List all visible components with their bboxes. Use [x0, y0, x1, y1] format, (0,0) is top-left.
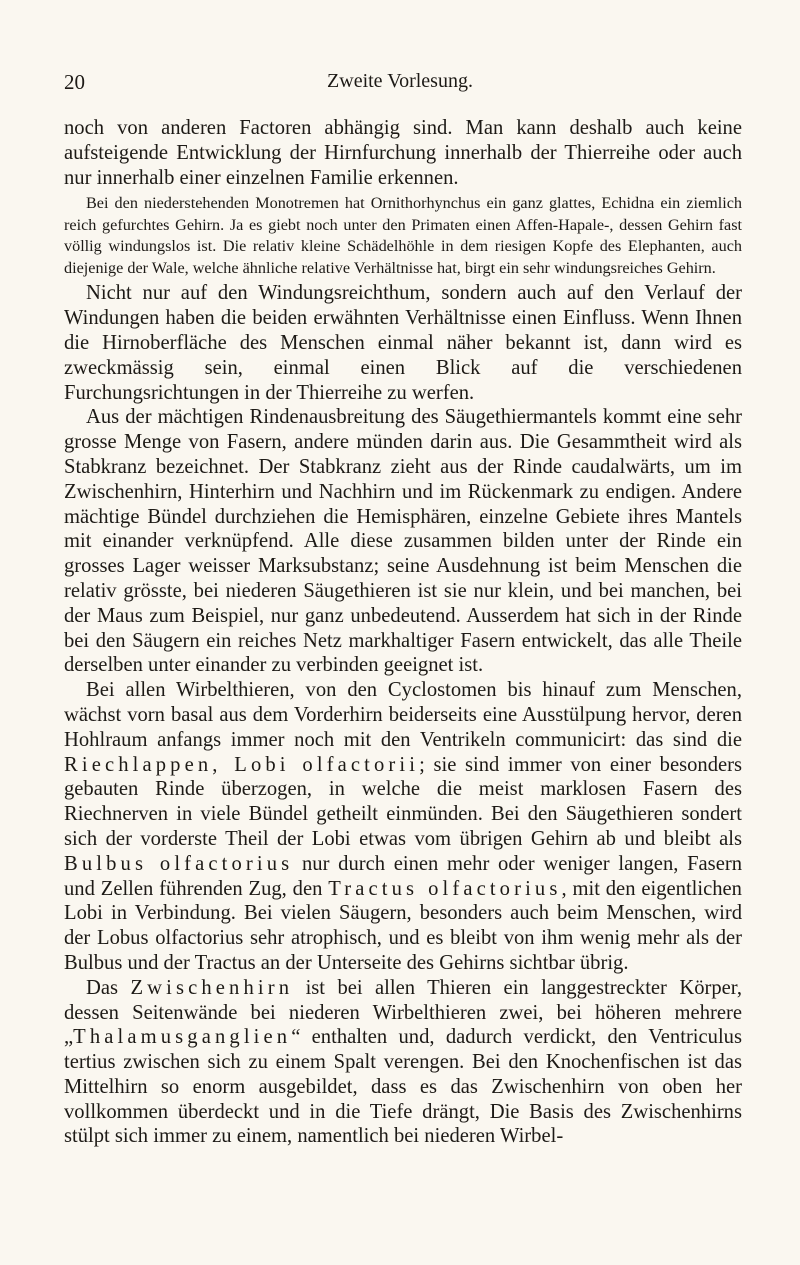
- emphasis-thalamusganglien: Thalamusganglien: [73, 1026, 292, 1049]
- page-header: [64, 70, 736, 98]
- paragraph-continuation: noch von anderen Factoren abhängig sind. Man kann deshalb auch keine aufsteigende Entwicklung der Hirnfurchung innerhalb der Thierreihe oder auch nur innerhalb einer einzelnen Familie erkennen.: [64, 117, 742, 189]
- text-run: Bei allen Wirbelthieren, von den Cyclostomen bis hinauf zum Menschen, wächst vorn basal aus dem Vorderhirn beiderseits eine Ausstülpung hervor, deren Hohlraum anfangs immer noch mit den Ventrikeln communicirt: das sind die: [64, 679, 742, 751]
- paragraph-windungsverlauf: Nicht nur auf den Windungsreichthum, sondern auch auf den Verlauf der Windungen haben die beiden erwähnten Verhältnisse einen Einfluss. Wenn Ihnen die Hirnoberfläche des Menschen einmal näher bekannt ist, dann wird es zweckmässig sein, einmal einen Blick auf die verschiedenen Furchungsrichtungen in der Thierreihe zu werfen.: [64, 282, 742, 404]
- text-run: Das: [86, 976, 119, 999]
- small-print-note: Bei den niederstehenden Monotremen hat Ornithorhynchus ein ganz glattes, Echidna ein ziemlich reich gefurchtes Gehirn. Ja es giebt noch unter den Primaten einen Affen-Hapale-, dessen Gehirn fast völlig windungslos ist. Die relativ kleine Schädelhöhle in dem riesigen Kopfe des Elephanten, auch diejenige der Wale, welche ähnliche relative Verhältnisse hat, birgt ein sehr windungsreiches Gehirn.: [64, 194, 742, 277]
- page-number: 20: [64, 70, 85, 94]
- emphasis-riechlappen: Riechlappen, Lobi olfactorii: [64, 753, 420, 776]
- paragraph-zwischenhirn: [64, 976, 742, 1150]
- text-run: “ enthalten und, dadurch verdickt, den Ventriculus tertius zwischen sich zu einem Spalt verengen. Bei den Knochenfischen ist das Mittelhirn so enorm ausgebildet, dass es das Zwischenhirn von oben her vollkommen überdeckt und in die Tiefe drängt, Die Basis des Zwischenhirns stülpt sich immer zu einem, namentlich bei niederen Wirbel-: [64, 1026, 742, 1148]
- page-body: [64, 116, 742, 1149]
- text-run: nur durch einen mehr oder weniger langen, Fasern und Zellen führenden Zug, den: [64, 852, 742, 900]
- text-run: , mit den eigentlichen Lobi in Verbindung. Bei vielen Säugern, besonders auch beim Menschen, wird der Lobus olfactorius sehr atrophisch, und es bleibt von ihm wenig mehr als der Bulbus und der Tractus an der Unterseite des Gehirns sichtbar übrig.: [64, 877, 742, 974]
- text-run: ; sie sind immer von einer besonders gebauten Rinde überzogen, in welche die meist marklosen Fasern des Riechnerven in viele Bündel getheilt einmünden. Bei den Säugethieren sondert sich der vorderste Theil der Lobi etwas vom übrigen Gehirn ab und bleibt als: [64, 753, 743, 850]
- emphasis-zwischenhirn: Zwischenhirn: [130, 976, 294, 999]
- paragraph-stabkranz: Aus der mächtigen Rindenausbreitung des Säugethiermantels kommt eine sehr grosse Menge von Fasern, andere münden darin aus. Die Gesammtheit wird als Stabkranz bezeichnet. Der Stabkranz zieht aus der Rinde caudalwärts, um im Zwischenhirn, Hinterhirn und Nachhirn und im Rückenmark zu endigen. Andere mächtige Bündel durchziehen die Hemisphären, einzelne Gebiete ihres Mantels mit einander verknüpfend. Alle diese zusammen bilden unter der Rinde ein grosses Lager weisser Marksubstanz; seine Ausdehnung ist beim Menschen die relativ grösste, bei niederen Säugethieren ist sie nur klein, und bei manchen, bei der Maus zum Beispiel, nur ganz unbedeutend. Ausserdem hat sich in der Rinde bei den Säugern ein reiches Netz markhaltiger Fasern entwickelt, das alle Theile derselben unter einander zu verbinden geeignet ist.: [64, 406, 742, 677]
- paragraph-riechlappen: [64, 678, 742, 976]
- emphasis-bulbus: Bulbus olfactorius: [64, 852, 294, 875]
- running-title: Zweite Vorlesung.: [327, 70, 473, 92]
- text-run: ist bei allen Thieren ein langgestreckter Körper, dessen Seitenwände bei niederen Wirbelthieren zwei, bei höheren mehrere „: [64, 976, 742, 1049]
- emphasis-tractus: Tractus olfactorius: [328, 877, 562, 900]
